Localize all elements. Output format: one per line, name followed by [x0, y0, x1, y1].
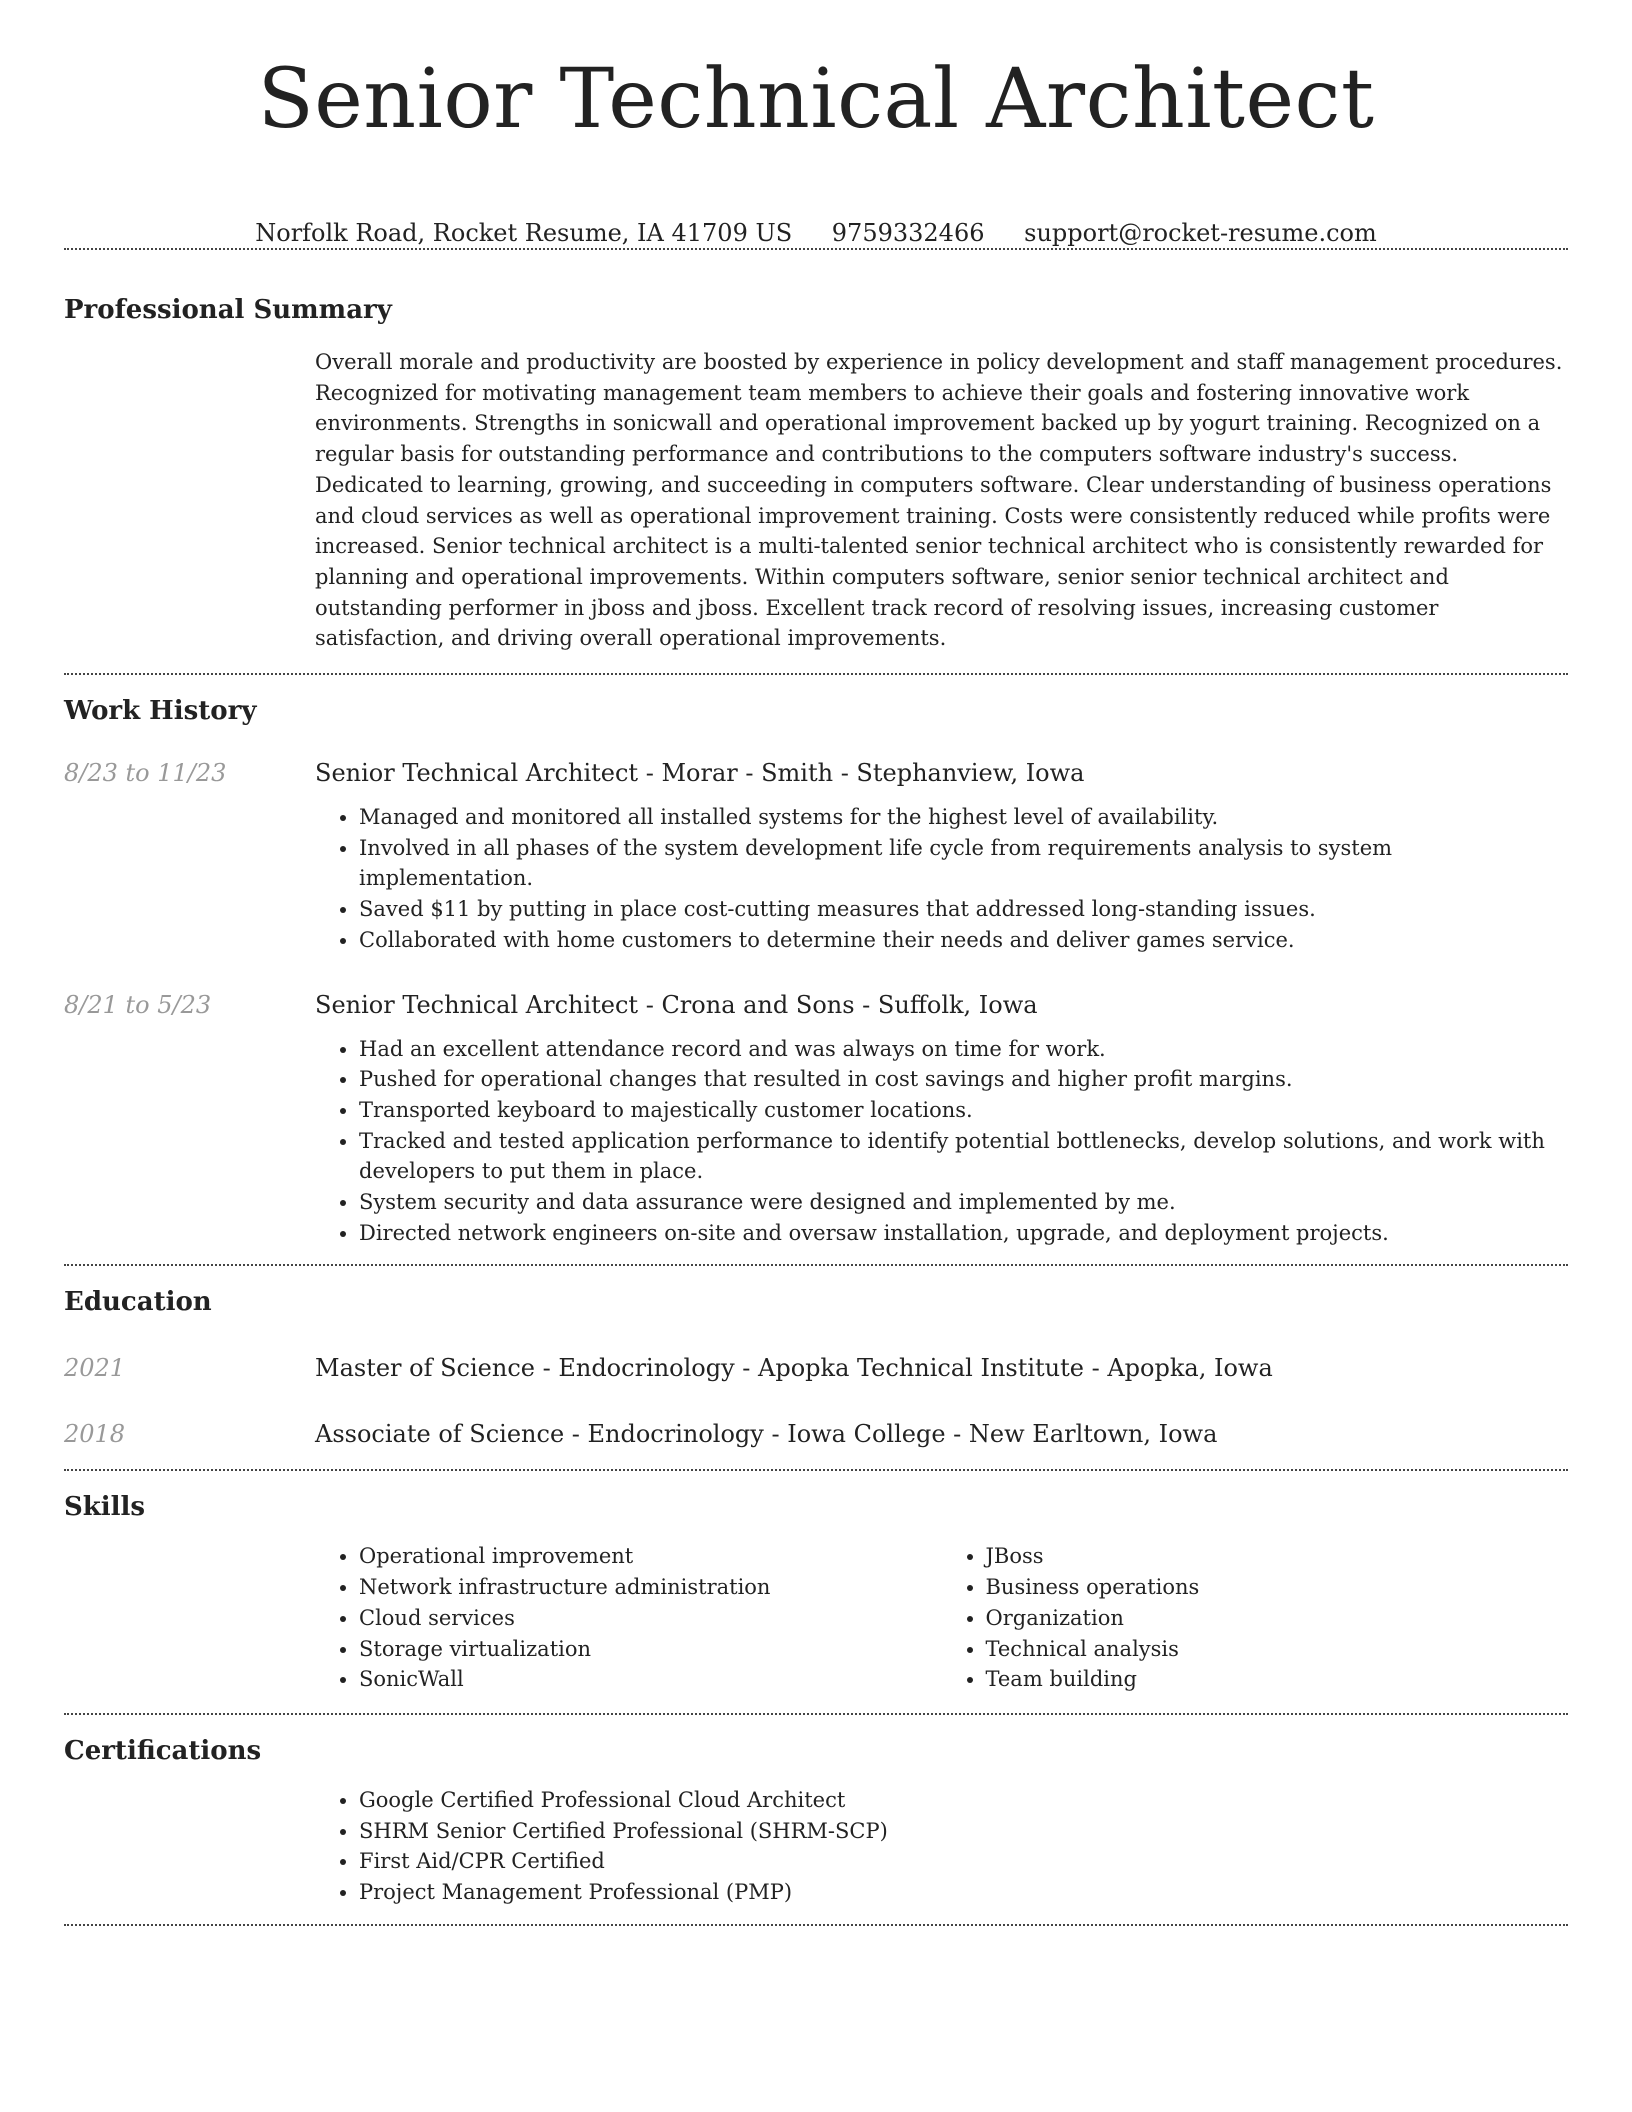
- list-item: • Directed network engineers on-site and oversaw installation, upgrade, and deployment projects.: [359, 1218, 1568, 1249]
- job-employer: - Morar - Smith - Stephanview, Iowa: [638, 759, 1085, 788]
- school-name: - Apopka Technical Institute - Apopka, Iowa: [734, 1354, 1273, 1383]
- contact-phone: 9759332466: [831, 219, 985, 247]
- list-item: • Had an excellent attendance record and was always on time for work.: [359, 1034, 1568, 1065]
- list-item: • Involved in all phases of the system development life cycle from requirements analysis to system implementation.: [359, 833, 1568, 894]
- education-section: [64, 1266, 1568, 1469]
- list-item: • Network infrastructure administration: [359, 1572, 942, 1603]
- job-role: Senior Technical Architect: [315, 990, 639, 1019]
- job-dates: 8/21 to 5/23: [64, 990, 212, 1019]
- job-bullets: [315, 1034, 1568, 1249]
- contact-line: [64, 218, 1568, 248]
- certifications-heading: Certifications: [64, 1735, 262, 1766]
- job-title: [315, 758, 1568, 788]
- list-item: • Organization: [986, 1603, 1569, 1634]
- list-item: • Operational improvement: [359, 1541, 942, 1572]
- summary-section: [64, 250, 1568, 673]
- education-heading: Education: [64, 1287, 212, 1318]
- education-entry: [64, 1419, 1568, 1449]
- list-item: • Tracked and tested application performance to identify potential bottlenecks, develop solutions, and work with developers to put them in place.: [359, 1126, 1568, 1187]
- job-role: Senior Technical Architect: [315, 759, 639, 788]
- education-degree: [315, 1419, 1217, 1449]
- list-item: • Collaborated with home customers to determine their needs and deliver games service.: [359, 925, 1568, 956]
- degree-name: Master of Science - Endocrinology: [315, 1354, 735, 1383]
- list-item: • System security and data assurance were designed and implemented by me.: [359, 1187, 1568, 1218]
- list-item: • Cloud services: [359, 1603, 942, 1634]
- list-item: • SonicWall: [359, 1664, 942, 1695]
- skills-columns: [315, 1541, 1568, 1713]
- list-item: • JBoss: [986, 1541, 1569, 1572]
- list-item: • Team building: [986, 1664, 1569, 1695]
- list-item: • Managed and monitored all installed systems for the highest level of availability.: [359, 802, 1568, 833]
- list-item: • Pushed for operational changes that resulted in cost savings and higher profit margins.: [359, 1064, 1568, 1095]
- work-history-heading: Work History: [64, 696, 257, 727]
- summary-heading: Professional Summary: [64, 295, 392, 325]
- contact-address: Norfolk Road, Rocket Resume, IA 41709 US: [255, 219, 793, 247]
- certifications-section: [64, 1715, 1568, 1924]
- job-entry: [64, 990, 1568, 1020]
- contact-email: support@rocket-resume.com: [1024, 219, 1377, 247]
- list-item: • SHRM Senior Certified Professional (SHRM-SCP): [359, 1816, 1568, 1847]
- job-entry: [64, 758, 1568, 788]
- skills-list-right: [942, 1541, 1569, 1695]
- list-item: • First Aid/CPR Certified: [359, 1846, 1568, 1877]
- work-history-section: [64, 675, 1568, 1264]
- list-item: • Google Certified Professional Cloud Architect: [359, 1785, 1568, 1816]
- divider: [64, 1924, 1568, 1926]
- list-item: • Saved $11 by putting in place cost-cutting measures that addressed long-standing issues.: [359, 894, 1568, 925]
- list-item: • Technical analysis: [986, 1634, 1569, 1665]
- resume-name: Senior Technical Architect: [257, 52, 1375, 147]
- education-year: 2018: [64, 1420, 126, 1449]
- certifications-list: [315, 1785, 1568, 1924]
- degree-name: Associate of Science - Endocrinology: [315, 1420, 764, 1449]
- job-employer: - Crona and Sons - Suffolk, Iowa: [638, 990, 1038, 1019]
- school-name: - Iowa College - New Earltown, Iowa: [763, 1420, 1218, 1449]
- job-bullets: [315, 802, 1568, 956]
- list-item: • Project Management Professional (PMP): [359, 1877, 1568, 1908]
- education-year: 2021: [64, 1354, 126, 1383]
- list-item: • Business operations: [986, 1572, 1569, 1603]
- skills-section: [64, 1471, 1568, 1713]
- skills-heading: Skills: [64, 1492, 146, 1523]
- list-item: • Transported keyboard to majestically customer locations.: [359, 1095, 1568, 1126]
- skills-list-left: [315, 1541, 942, 1695]
- summary-text: Overall morale and productivity are boosted by experience in policy development and staff management procedures. Recognized for motivating management team members to achieve their goals and fostering innovative work environments. Strengths in sonicwall and operational improvement backed up by yogurt training. Recognized on a regular basis for outstanding performance and contributions to the computers software industry's success. Dedicated to learning, growing, and succeeding in computers software. Clear understanding of business operations and cloud services as well as operational improvement training. Costs were consistently reduced while profits were increased. Senior technical architect is a multi-talented senior technical architect who is consistently rewarded for planning and operational improvements. Within computers software, senior senior technical architect and outstanding performer in jboss and jboss. Excellent track record of resolving issues, increasing customer satisfaction, and driving overall operational improvements.: [315, 350, 1563, 651]
- education-degree: [315, 1353, 1273, 1383]
- job-dates: 8/23 to 11/23: [64, 759, 227, 788]
- list-item: • Storage virtualization: [359, 1634, 942, 1665]
- education-entry: [64, 1353, 1568, 1383]
- job-title: [315, 990, 1568, 1020]
